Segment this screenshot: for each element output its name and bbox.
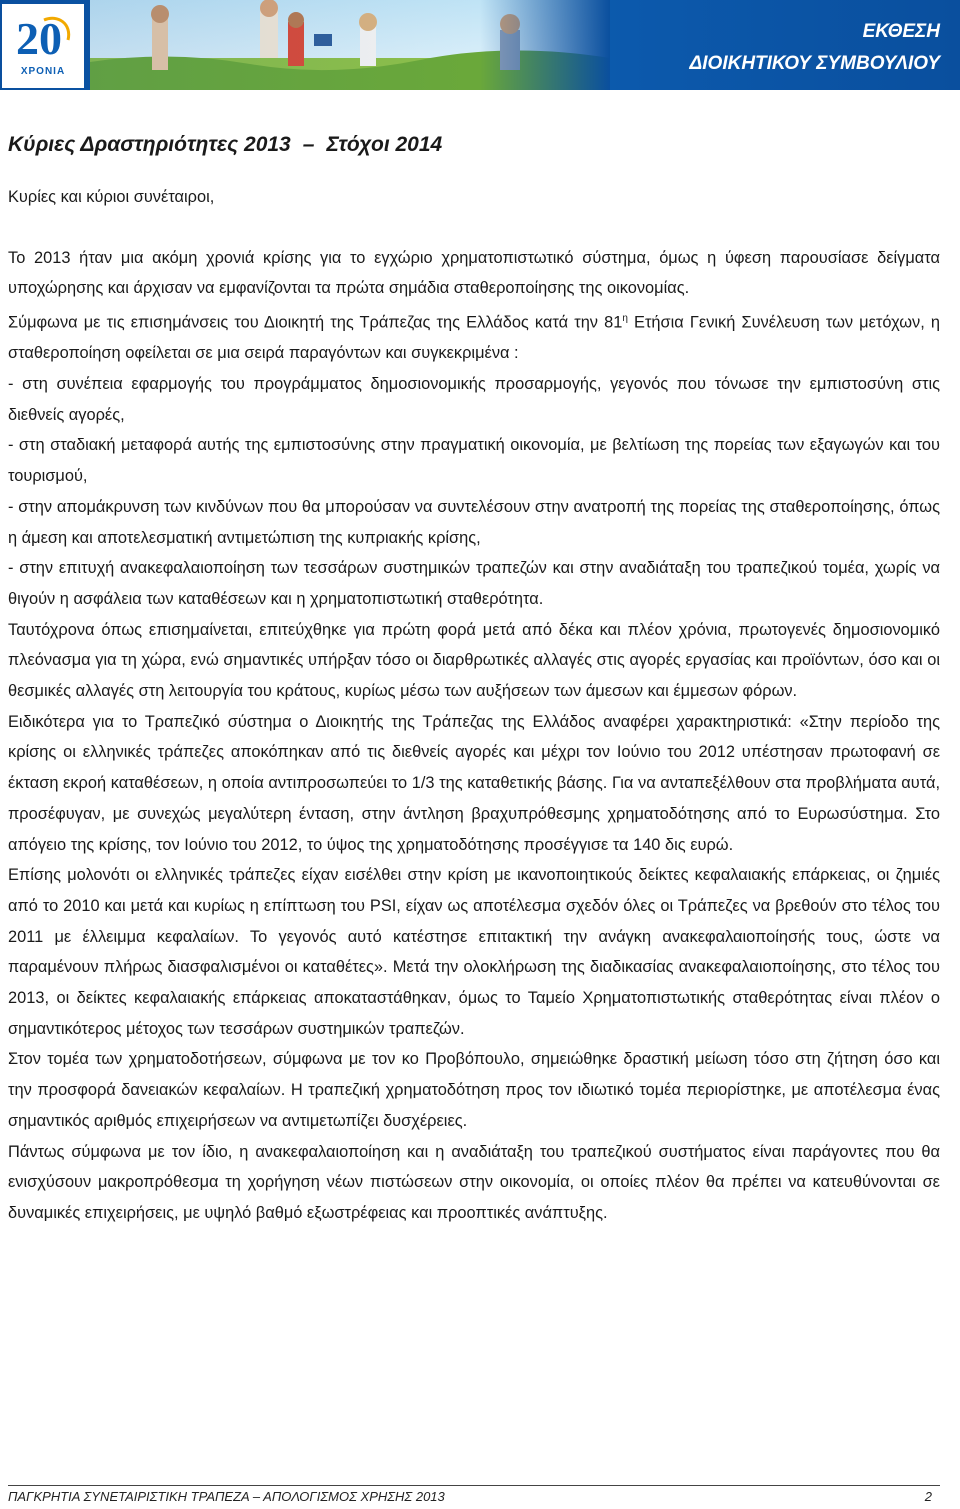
logo bbox=[2, 4, 84, 88]
paragraph-intro: Το 2013 ήταν μια ακόμη χρονιά κρίσης για το εγχώριο χρηματοπιστωτικό σύστημα, όμως η ύφεση παρουσίασε δείγματα υποχώρησης και άρχισαν να εμφανίζονται τα πρώτα σημάδια σταθεροποίησης της οικονομίας. bbox=[8, 248, 940, 298]
list-item: - στη σταδιακή μεταφορά αυτής της εμπιστοσύνης στην πραγματική οικονομία, με βελτίωση της πορείας των εξαγωγών και του τουρισμού, bbox=[8, 436, 940, 486]
svg-text:20: 20 bbox=[16, 13, 62, 64]
heading-dash: – bbox=[302, 133, 315, 156]
page-number: 2 bbox=[924, 1489, 932, 1504]
greeting: Κυρίες και κύριοι συνέταιροι, bbox=[8, 188, 215, 206]
page-header bbox=[0, 0, 960, 90]
paragraph-governor-a: Σύμφωνα με τις επισημάνσεις του Διοικητή της Τράπεζας της Ελλάδος κατά την 81 bbox=[8, 313, 623, 332]
paragraph-banking: Ειδικότερα για το Τραπεζικό σύστημα ο Διοικητής της Τράπεζας της Ελλάδος αναφέρει χαρακτηριστικά: «Στην περίοδο της κρίσης οι ελληνικές τράπεζες αποκόπηκαν από τις διεθνείς αγορές και μέχρι τον Ιούνιο του 2012 υπέστησαν πρωτοφανή σε έκταση εκροή καταθέσεων, η οποία αντιπροσωπεύει το 1/3 της καταθετικής βάσης. Για να ανταπεξέλθουν στα προβλήματα αυτά, προσέφυγαν, με συνεχώς μεγαλύτερη ένταση, στην άντληση βραχυπρόθεσμης χρηματοδότησης από το Ευρωσύστημα. Στο απόγειο της κρίσης, τον Ιούνιο του 2012, το ύψος της χρηματοδότησης προσέγγισε τα 140 δις ευρώ. bbox=[8, 712, 940, 854]
paragraph-lending: Στον τομέα των χρηματοδοτήσεων, σύμφωνα με τον κο Προβόπουλο, σημειώθηκε δραστική μείωση τόσο στη ζήτηση όσο και την προσφορά δανειακών κεφαλαίων. Η τραπεζική χρηματοδότηση προς τον ιδιωτικό τομέα περιορίστηκε, με αποτέλεσμα ένας σημαντικός αριθμός επιχειρήσεων να αντιμετωπίζει δυσχέρειες. bbox=[8, 1050, 940, 1130]
report-title-line1: ΕΚΘΕΣΗ bbox=[862, 21, 940, 42]
ordinal-sup: η bbox=[622, 313, 628, 325]
document-body bbox=[8, 128, 940, 1229]
paragraph-governor bbox=[8, 304, 940, 369]
list-item: - στην επιτυχή ανακεφαλαιοποίηση των τεσσάρων συστημικών τραπεζών και στην αναδιάταξη του τραπεζικού τομέα, χωρίς να θιγούν η ασφάλεια των καταθέσεων και η χρηματοπιστωτική σταθερότητα. bbox=[8, 559, 940, 608]
section-heading bbox=[8, 128, 940, 162]
list-item: - στη συνέπεια εφαρμογής του προγράμματος δημοσιονομικής προσαρμογής, γεγονός που τόνωσε την εμπιστοσύνη στις διεθνείς αγορές, bbox=[8, 374, 940, 424]
list-item: - στην απομάκρυνση των κινδύνων που θα μπορούσαν να συντελέσουν στην ανατροπή της πορείας της σταθεροποίησης, όπως η άμεση και αποτελεσματική αντιμετώπιση της κυπριακής κρίσης, bbox=[8, 497, 940, 547]
header-photo-icon bbox=[90, 0, 610, 90]
paragraph-recapitalization: Επίσης μολονότι οι ελληνικές τράπεζες είχαν εισέλθει στην κρίση με ικανοποιητικούς δείκτες κεφαλαιακής επάρκειας, οι ζημιές από το 2010 και μετά και κυρίως η επίπτωση του PSI, είχαν ως αποτέλεσμα σχεδόν όλες οι Τράπεζες να βρεθούν στο τέλος του 2011 με έλλειμμα κεφαλαίων. Το γεγονός αυτό κατέστησε επιτακτική την ανάγκη ανακεφαλαιοποίησής τους, ώστε να παραμένουν πλήρως διασφαλισμένοι οι καταθέτες». Μετά την ολοκλήρωση της διαδικασίας ανακεφαλαιοποίησης, στο τέλος του 2013, οι δείκτες κεφαλαιακής επάρκειας αποκαταστάθηκαν, όμως το Ταμείο Χρηματοπιστωτικής σταθερότητας είναι πλέον ο σημαντικότερος μέτοχος των τεσσάρων συστημικών τραπεζών. bbox=[8, 866, 940, 1038]
heading-goals: Στόχοι 2014 bbox=[326, 133, 443, 156]
paragraph-outlook: Πάντως σύμφωνα με τον ίδιο, η ανακεφαλαιοποίηση και η αναδιάταξη του τραπεζικού συστήματος είναι παράγοντες που θα ενισχύσουν μακροπρόθεσμα τη χορήγηση νέων πιστώσεων στην οικονομία, οι οποίες πλέον θα πρέπει να κατευθύνονται σε δυναμικές επιχειρήσεις, με υψηλό βαθμό εξωστρέφειας και προοπτικές ανάπτυξης. bbox=[8, 1142, 940, 1222]
logo-20-icon bbox=[10, 10, 76, 66]
footer-divider bbox=[8, 1485, 940, 1486]
report-title bbox=[690, 16, 940, 80]
paragraph-governor-b: Ετήσια Γενική Συνέλευση των μετόχων, η σταθεροποίηση οφείλεται σε μια σειρά παραγόντων και συγκεκριμένα : bbox=[8, 313, 940, 363]
report-title-line2: ΔΙΟΙΚΗΤΙΚΟΥ ΣΥΜΒΟΥΛΙΟΥ bbox=[689, 53, 940, 74]
logo-text: ΧΡΟΝΙΑ bbox=[20, 66, 66, 77]
footer-title: ΠΑΓΚΡΗΤΙΑ ΣΥΝΕΤΑΙΡΙΣΤΙΚΗ ΤΡΑΠΕΖΑ – ΑΠΟΛΟΓΙΣΜΟΣ ΧΡΗΣΗΣ 2013 bbox=[8, 1489, 445, 1504]
paragraph-surplus: Ταυτόχρονα όπως επισημαίνεται, επιτεύχθηκε για πρώτη φορά μετά από δέκα και πλέον χρόνια, πρωτογενές δημοσιονομικό πλεόνασμα για τη χώρα, ενώ σημαντικές υπήρξαν τόσο οι διαρθρωτικές αλλαγές στις αγορές εργασίας και προϊόντων, όσο και οι θεσμικές αλλαγές στη λειτουργία του κράτους, κυρίως μέσω των αυξήσεων των άμεσων και έμμεσων φόρων. bbox=[8, 620, 940, 701]
heading-activities: Κύριες Δραστηριότητες 2013 bbox=[8, 133, 291, 156]
